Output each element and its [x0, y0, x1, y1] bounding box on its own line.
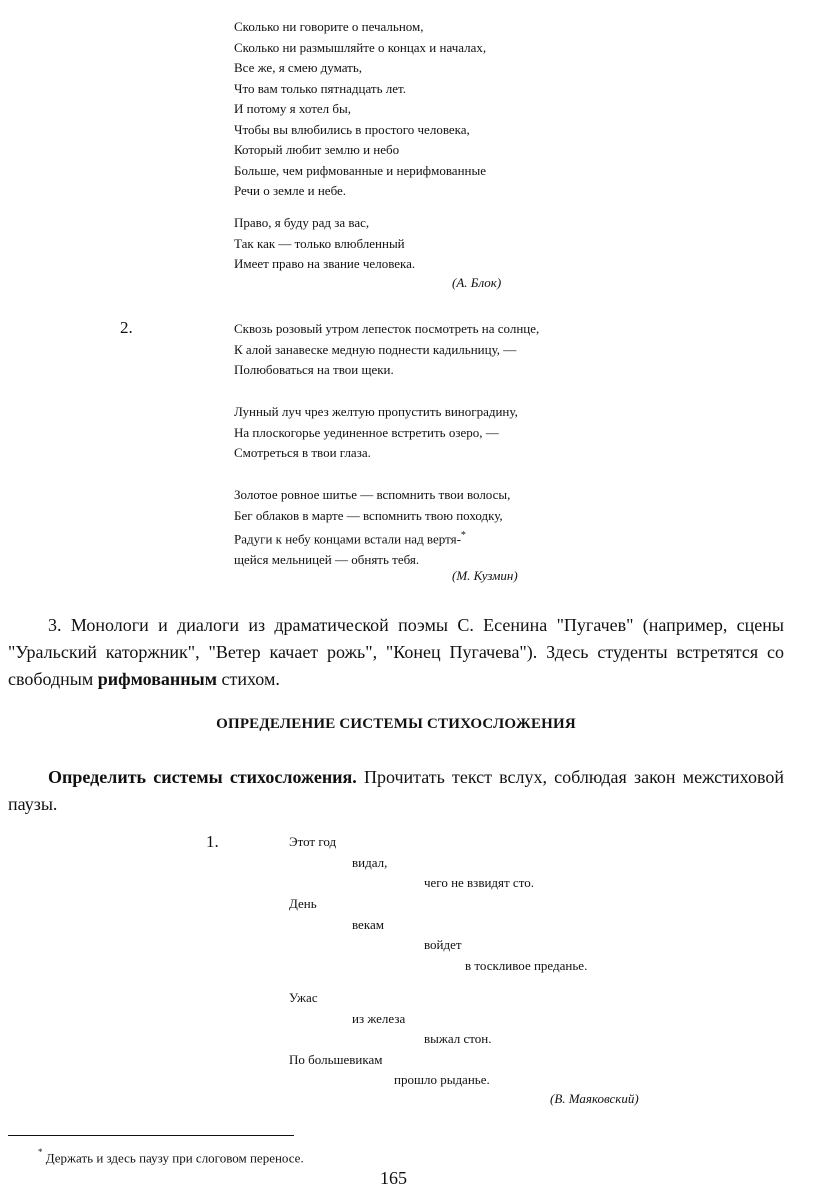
poem-author: (А. Блок)	[452, 275, 502, 290]
poem-line: векам	[352, 917, 384, 932]
poem-line: Сколько ни размышляйте о концах и началах,	[234, 39, 487, 55]
poem-line: И потому я хотел бы,	[234, 101, 352, 116]
paragraph-esenin	[8, 612, 784, 693]
poem-line: Смотреться в твои глаза.	[234, 445, 371, 460]
poem-line: Имеет право на звание человека.	[234, 256, 416, 271]
poem-author: (В. Маяковский)	[550, 1091, 639, 1106]
footnote	[38, 1149, 304, 1166]
poem-author: (М. Кузмин)	[452, 568, 518, 583]
poem-line: выжал стон.	[424, 1031, 492, 1046]
poem-line: в тоскливое преданье.	[465, 958, 588, 973]
footnote-marker: *	[38, 1147, 43, 1157]
paragraph-bold-text: рифмованным	[97, 669, 217, 689]
poem-number: 1.	[206, 832, 219, 851]
poem-line-text: Радуги к небу концами встали над вертя-	[234, 531, 461, 547]
poem-number: 2.	[120, 318, 133, 337]
poem-line: Что вам только пятнадцать лет.	[234, 80, 407, 96]
instruction-text: Прочитать текст вслух, соблюдая закон межстиховой паузы.	[8, 767, 784, 814]
footnote-text: Держать и здесь паузу при слоговом переносе.	[45, 1150, 304, 1166]
poem-line: чего не взвидят сто.	[424, 875, 534, 890]
poem-blok-stanza-2	[234, 213, 415, 275]
footnote-marker: *	[460, 530, 466, 541]
paragraph-text: стихом.	[216, 669, 280, 689]
poem-line: Золотое ровное шитье — вспомнить твои волосы,	[234, 487, 511, 502]
poem-line: По большевикам	[289, 1052, 383, 1067]
poem-line: Все же, я смею думать,	[234, 60, 363, 75]
poem-line: Право, я буду рад за вас,	[234, 215, 370, 230]
poem-line: из железа	[352, 1011, 406, 1026]
poem-line: прошло рыданье.	[394, 1072, 490, 1087]
poem-line: Бег облаков в марте — вспомнить твою походку,	[234, 507, 503, 523]
poem-blok-stanza-1	[234, 17, 486, 202]
poem-line: Чтобы вы влюбились в простого человека,	[234, 121, 470, 137]
poem-kuzmin-stanza-2	[234, 402, 518, 464]
poem-line: видал,	[352, 855, 388, 870]
poem-line: Лунный луч чрез желтую пропустить виноградину,	[234, 404, 518, 419]
instruction-paragraph	[8, 764, 784, 818]
paragraph-text: 3. Монологи и диалоги из драматической поэмы С. Есенина "Пугачев" (например, сцены "Уральский каторжник", "Ветер качает рожь", "Конец Пугачева"). Здесь студенты встретятся со свободным	[8, 615, 784, 689]
poem-kuzmin-stanza-3	[234, 485, 510, 570]
poem-line: Полюбоваться на твои щеки.	[234, 362, 394, 377]
footnote-divider	[8, 1135, 294, 1136]
poem-line: щейся мельницей — обнять тебя.	[234, 551, 420, 567]
poem-line: Этот год	[289, 834, 337, 849]
poem-line: Ужас	[289, 990, 318, 1005]
poem-line: Так как — только влюбленный	[234, 235, 405, 251]
poem-line: К алой занавеске медную поднести кадильницу, —	[234, 341, 517, 357]
poem-line: Который любит землю и небо	[234, 142, 400, 157]
section-heading: ОПРЕДЕЛЕНИЕ СИСТЕМЫ СТИХОСЛОЖЕНИЯ	[216, 716, 576, 732]
poem-line: войдет	[424, 937, 462, 952]
poem-line: Сколько ни говорите о печальном,	[234, 19, 424, 34]
poem-line: День	[289, 896, 317, 911]
poem-kuzmin-stanza-1	[234, 319, 539, 381]
poem-line: Больше, чем рифмованные и нерифмованные	[234, 162, 486, 178]
page-number: 165	[380, 1168, 407, 1188]
poem-line	[234, 526, 510, 550]
poem-line: На плоскогорье уединенное встретить озеро, —	[234, 424, 499, 440]
poem-line: Речи о земле и небе.	[234, 183, 347, 198]
poem-line: Сквозь розовый утром лепесток посмотреть на солнце,	[234, 321, 540, 336]
instruction-bold-text: Определить системы стихосложения.	[48, 767, 357, 787]
